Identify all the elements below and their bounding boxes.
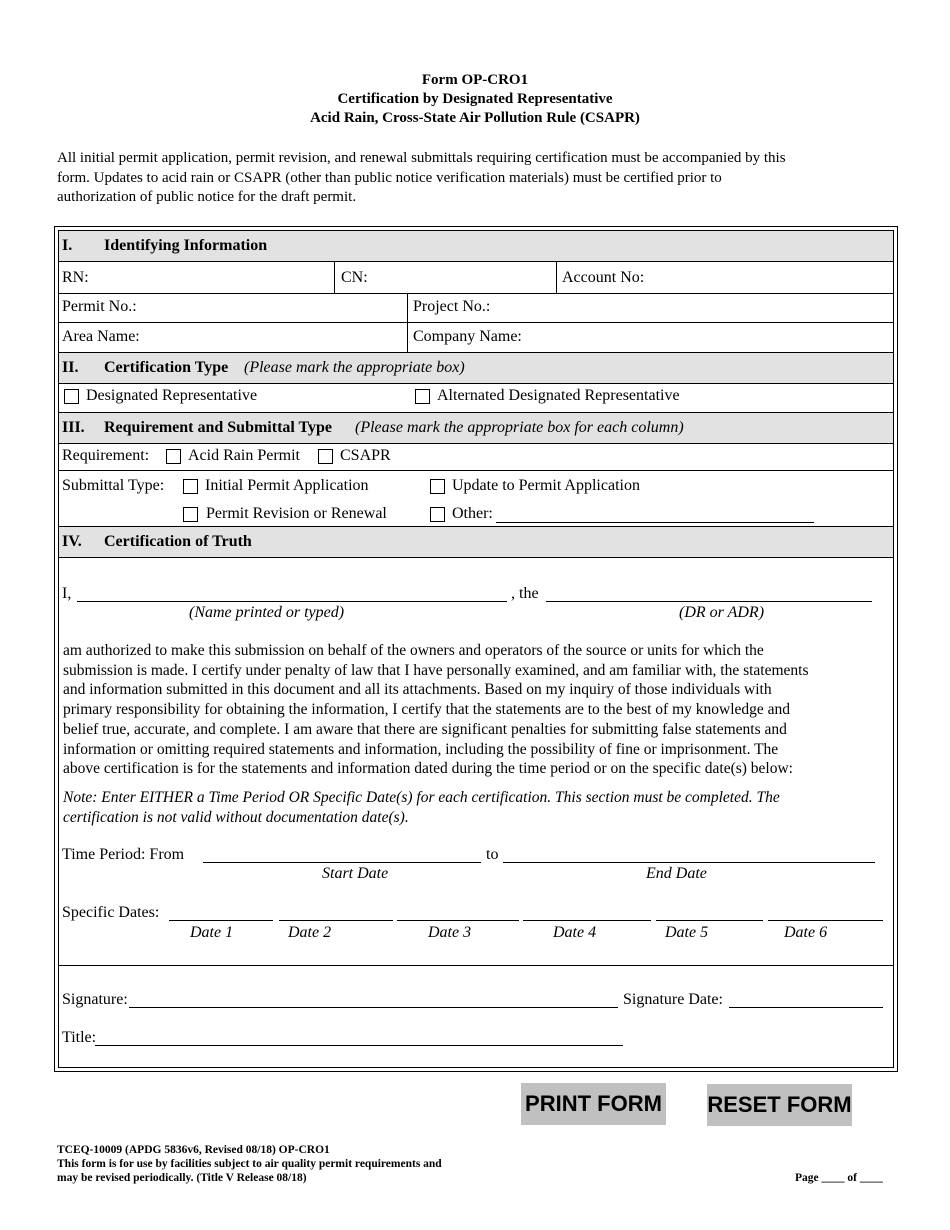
section-4-title: Certification of Truth xyxy=(104,533,252,550)
designated-representative-checkbox[interactable] xyxy=(64,389,79,404)
the-label: , the xyxy=(511,585,539,602)
divider xyxy=(334,262,335,293)
signature-label: Signature: xyxy=(62,991,128,1008)
permit-no-label: Permit No.: xyxy=(62,298,137,315)
title-label: Title: xyxy=(62,1029,97,1046)
certifier-name-line[interactable] xyxy=(77,601,507,602)
initial-permit-application-checkbox[interactable] xyxy=(183,479,198,494)
other-checkbox[interactable] xyxy=(430,507,445,522)
section-3-title: Requirement and Submittal Type xyxy=(104,419,333,436)
permit-revision-renewal-checkbox[interactable] xyxy=(183,507,198,522)
certification-statement xyxy=(63,641,893,779)
statement-line: primary responsibility for obtaining the information, I certify that the statements are to the best of my knowledge and xyxy=(63,701,791,719)
intro-line: form. Updates to acid rain or CSAPR (other than public notice verification materials) must be certified prior to xyxy=(57,169,722,186)
end-date-caption: End Date xyxy=(646,865,707,882)
role-caption: (DR or ADR) xyxy=(679,604,765,621)
footer-form-code: TCEQ-10009 (APDG 5836v6, Revised 08/18) OP-CRO1 xyxy=(57,1144,330,1156)
acid-rain-permit-label: Acid Rain Permit xyxy=(188,447,300,464)
update-permit-application-label: Update to Permit Application xyxy=(452,477,640,494)
update-permit-application-checkbox[interactable] xyxy=(430,479,445,494)
statement-line: belief true, accurate, and complete. I am aware that there are significant penalties for submitting false statements and xyxy=(63,720,787,738)
rn-label: RN: xyxy=(62,269,89,286)
section-4-header xyxy=(59,526,893,558)
date-6-caption: Date 6 xyxy=(784,924,828,941)
acid-rain-permit-checkbox[interactable] xyxy=(166,449,181,464)
to-label: to xyxy=(486,846,499,863)
date-1-caption: Date 1 xyxy=(190,924,234,941)
time-period-label: Time Period: From xyxy=(62,846,185,863)
requirement-label: Requirement: xyxy=(62,447,150,464)
form-id-title: Form OP-CRO1 xyxy=(421,72,529,88)
date-3-caption: Date 3 xyxy=(428,924,472,941)
date-2-line[interactable] xyxy=(279,920,393,921)
form-program-title: Acid Rain, Cross-State Air Pollution Rule (CSAPR) xyxy=(310,110,640,126)
divider xyxy=(407,293,408,353)
statement-line: information or omitting required statements and information, including the possibility of fine or imprisonment. The xyxy=(63,740,779,758)
row-divider xyxy=(59,322,893,323)
row-divider xyxy=(59,470,893,471)
section-3-number: III. xyxy=(62,419,85,436)
designated-representative-label: Designated Representative xyxy=(86,387,258,404)
section-2-number: II. xyxy=(62,359,79,376)
date-5-line[interactable] xyxy=(656,920,763,921)
section-2-header xyxy=(59,352,893,384)
specific-dates-label: Specific Dates: xyxy=(62,904,160,921)
signature-date-label: Signature Date: xyxy=(623,991,723,1008)
date-4-caption: Date 4 xyxy=(553,924,597,941)
other-label: Other: xyxy=(452,505,493,522)
section-4-number: IV. xyxy=(62,533,82,550)
divider xyxy=(556,262,557,293)
note-line: certification is not valid without documentation date(s). xyxy=(63,808,409,826)
project-no-label: Project No.: xyxy=(413,298,491,315)
footer-usage-note: This form is for use by facilities subject to air quality permit requirements and xyxy=(57,1158,442,1170)
area-name-label: Area Name: xyxy=(62,328,140,345)
csapr-checkbox[interactable] xyxy=(318,449,333,464)
date-5-caption: Date 5 xyxy=(665,924,709,941)
submittal-type-label: Submittal Type: xyxy=(62,477,165,494)
initial-permit-application-label: Initial Permit Application xyxy=(205,477,369,494)
start-date-line[interactable] xyxy=(203,862,481,863)
section-3-hint: (Please mark the appropriate box for each column) xyxy=(355,419,684,436)
section-2-title: Certification Type xyxy=(104,359,229,376)
csapr-label: CSAPR xyxy=(340,447,391,464)
statement-line: above certification is for the statements and information dated during the time period or on the specific date(s) below: xyxy=(63,760,793,778)
name-caption: (Name printed or typed) xyxy=(189,604,345,621)
alternate-designated-representative-checkbox[interactable] xyxy=(415,389,430,404)
section-3-header xyxy=(59,412,893,444)
statement-line: and information submitted in this document and all its attachments. Based on my inquiry of those individuals with xyxy=(63,681,772,699)
row-divider xyxy=(59,293,893,294)
footer-page-number: Page ____ of ____ xyxy=(795,1172,883,1184)
account-label: Account No: xyxy=(562,269,645,286)
alternate-designated-representative-label: Alternated Designated Representative xyxy=(437,387,680,404)
date-3-line[interactable] xyxy=(397,920,519,921)
section-1-number: I. xyxy=(62,237,73,254)
signature-divider xyxy=(59,965,893,966)
intro-line: authorization of public notice for the draft permit. xyxy=(57,189,357,205)
end-date-line[interactable] xyxy=(503,862,875,863)
signature-date-line[interactable] xyxy=(729,1007,883,1008)
note-line: Note: Enter EITHER a Time Period OR Specific Date(s) for each certification. This section must be completed. The xyxy=(63,789,780,806)
form-subtitle: Certification by Designated Representative xyxy=(337,91,613,107)
section-2-hint: (Please mark the appropriate box) xyxy=(244,359,465,376)
form-box xyxy=(54,226,898,1072)
title-line[interactable] xyxy=(95,1045,623,1046)
certification-note xyxy=(63,788,893,827)
certifier-role-line[interactable] xyxy=(546,601,872,602)
cn-label: CN: xyxy=(341,269,368,286)
reset-form-button[interactable]: RESET FORM xyxy=(707,1084,852,1126)
company-name-label: Company Name: xyxy=(413,328,522,345)
statement-line: am authorized to make this submission on behalf of the owners and operators of the source or units for which the xyxy=(63,642,764,659)
intro-line: All initial permit application, permit revision, and renewal submittals requiring certification must be accompanied by this xyxy=(57,150,786,166)
certifier-i-label: I, xyxy=(62,585,72,602)
print-form-button[interactable]: PRINT FORM xyxy=(521,1083,666,1125)
signature-line[interactable] xyxy=(129,1007,618,1008)
other-input-line[interactable] xyxy=(496,522,814,523)
date-6-line[interactable] xyxy=(768,920,883,921)
intro-text xyxy=(57,149,897,208)
statement-line: submission is made. I certify under penalty of law that I have personally examined, and am familiar with, the statements xyxy=(63,661,809,679)
form-inner-box xyxy=(58,230,894,1068)
start-date-caption: Start Date xyxy=(322,865,389,882)
section-1-title: Identifying Information xyxy=(104,237,268,254)
date-4-line[interactable] xyxy=(523,920,651,921)
footer-revision-note: may be revised periodically. (Title V Release 08/18) xyxy=(57,1172,307,1184)
permit-revision-renewal-label: Permit Revision or Renewal xyxy=(206,505,387,522)
date-1-line[interactable] xyxy=(169,920,273,921)
date-2-caption: Date 2 xyxy=(288,924,332,941)
section-1-header xyxy=(59,231,893,262)
